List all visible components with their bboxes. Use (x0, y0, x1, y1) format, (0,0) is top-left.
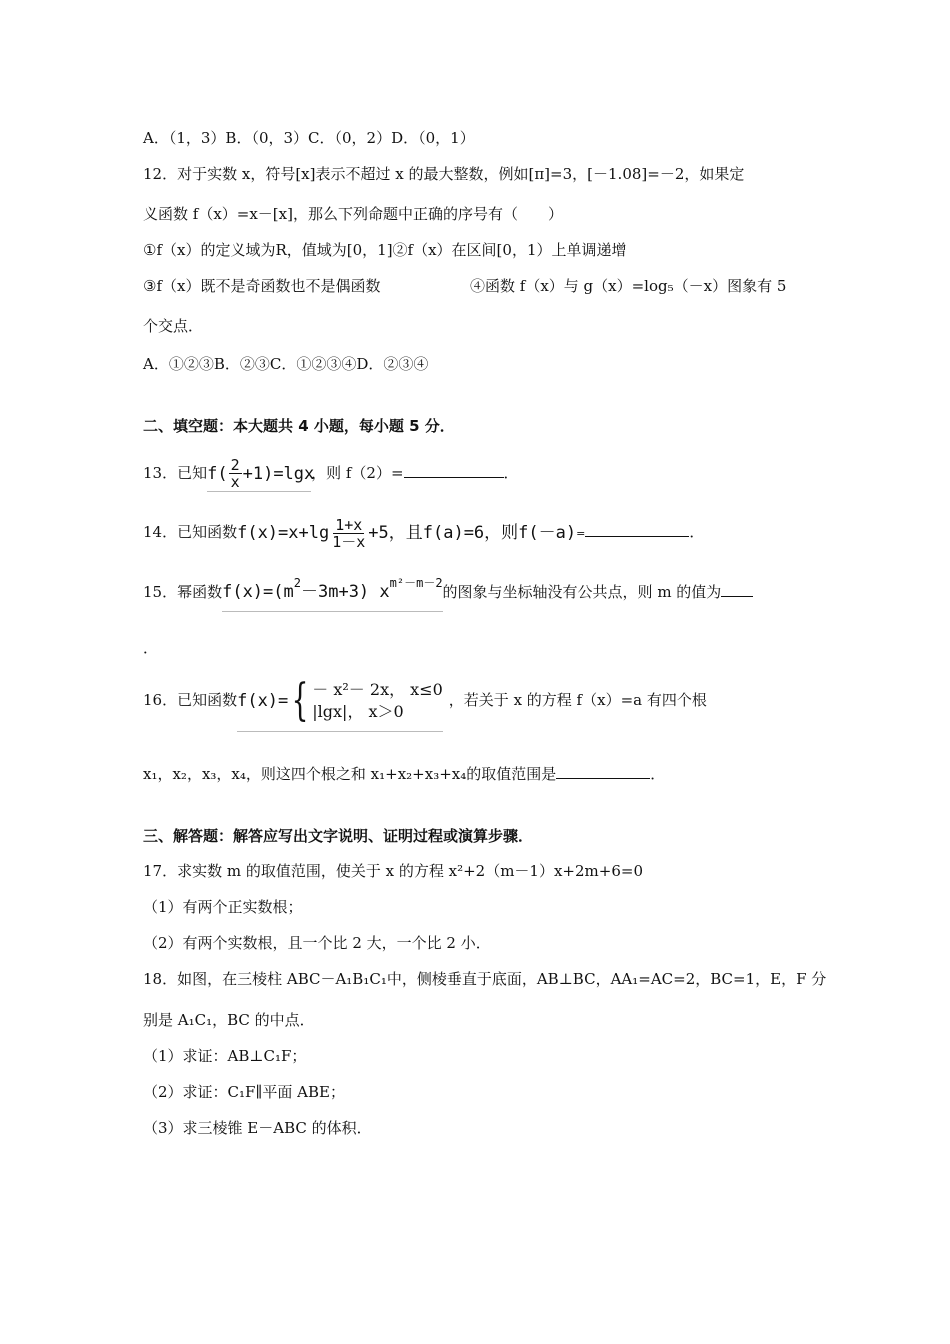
q16-line2-text: x₁，x₂，x₃，x₄，则这四个根之和 x₁+x₂+x₃+x₄的取值范围是 (143, 765, 557, 783)
q15-math-b: －3m+3) x (300, 582, 390, 602)
q16-prefix: 16．已知函数 (143, 691, 238, 709)
q14-math-b: +5，且f(a)=6，则f(－a) (368, 523, 577, 543)
q16-end: ． (650, 765, 666, 783)
q14 (143, 512, 704, 552)
q12-options: A．①②③B．②③C．①②③④D．②③④ (143, 355, 429, 373)
q16-formula (237, 671, 443, 732)
q12-line2: 义函数 f（x）=x－[x]，那么下列命题中正确的序号有（ ） (143, 205, 563, 223)
q15-prefix: 15．幂函数 (143, 583, 223, 601)
q15-formula (222, 574, 442, 612)
q13-prefix: 13．已知 (143, 464, 208, 482)
q13-answer-blank[interactable] (404, 463, 504, 478)
q14-answer-blank[interactable] (585, 522, 689, 537)
q17-part2: （2）有两个实数根，且一个比 2 大，一个比 2 小． (143, 934, 491, 952)
q12-statement4: ④函数 f（x）与 g（x）=log₅（－x）图象有 5 (470, 277, 787, 295)
q15-sup2: m²－m－2 (389, 576, 443, 590)
q11-options: A．（1，3）B．（0，3）C．（0，2）D．（0，1） (143, 129, 475, 147)
q14-math-a: f(x)=x+lg (237, 523, 330, 543)
q13-suffix: ，则 f（2）= (311, 464, 404, 482)
q18-part2: （2）求证：C₁F∥平面 ABE； (143, 1083, 345, 1101)
q15-suffix: 的图象与坐标轴没有公共点，则 m 的值为 (442, 583, 722, 601)
q14-prefix: 14．已知函数 (143, 523, 238, 541)
q15-line2: ． (143, 639, 159, 657)
q15 (143, 574, 753, 610)
q14-frac-den: 1－x (332, 532, 366, 551)
q16-answer-blank[interactable] (556, 764, 650, 779)
section2-heading: 二、填空题：本大题共 4 小题，每小题 5 分． (143, 417, 455, 435)
q17-part1: （1）有两个正实数根； (143, 898, 303, 916)
q17-stem: 17．求实数 m 的取值范围，使关于 x 的方程 x²+2（m－1）x+2m+6=0 (143, 862, 643, 880)
left-brace-icon: { (291, 674, 309, 726)
q13 (143, 456, 519, 490)
q13-end: ． (503, 464, 519, 482)
q18-part1: （1）求证：AB⊥C₁F； (143, 1047, 307, 1065)
q14-end: ． (689, 523, 705, 541)
q14-formula (237, 513, 576, 553)
q16-case1: － x²－ 2x， x≤0 (312, 679, 443, 699)
section3-heading: 三、解答题：解答应写出文字说明、证明过程或演算步骤． (143, 827, 534, 845)
q12-statement3: ③f（x）既不是奇函数也不是偶函数 (143, 277, 381, 295)
q16-line2 (143, 764, 665, 784)
q15-answer-blank[interactable] (721, 582, 753, 597)
q13-math-rest: +1)=lgx (242, 463, 315, 484)
q14-suffix: = (576, 527, 586, 540)
q14-frac-num: 1+x (335, 515, 363, 534)
q15-math-a: f(x)=(m (222, 582, 294, 602)
q12-line5: 个交点． (143, 317, 204, 335)
q16-suffix: ，若关于 x 的方程 f（x）=a 有四个根 (448, 691, 707, 709)
q18-line2: 别是 A₁C₁，BC 的中点． (143, 1011, 315, 1029)
q16 (143, 670, 707, 730)
q18-line1: 18．如图，在三棱柱 ABC－A₁B₁C₁中，侧棱垂直于底面，AB⊥BC，AA₁=AC=2，BC=1，E，F 分 (143, 970, 827, 988)
q13-frac-den: x (230, 473, 240, 491)
q13-formula (207, 456, 315, 492)
q15-sup1: 2 (293, 576, 301, 590)
q13-math-f: f( (207, 463, 228, 484)
q13-frac-num: 2 (230, 456, 240, 474)
q12-line3: ①f（x）的定义域为R，值域为[0，1]②f（x）在区间[0，1）上单调递增 (143, 241, 627, 259)
q18-part3: （3）求三棱锥 E－ABC 的体积． (143, 1119, 372, 1137)
q16-math-f: f(x)= (237, 690, 289, 711)
q12-line1: 12．对于实数 x，符号[x]表示不超过 x 的最大整数，例如[π]=3，[－1.08]=－2，如果定 (143, 165, 745, 183)
q12-line4 (143, 276, 787, 296)
q16-case2: |lgx|， x＞0 (312, 701, 404, 721)
